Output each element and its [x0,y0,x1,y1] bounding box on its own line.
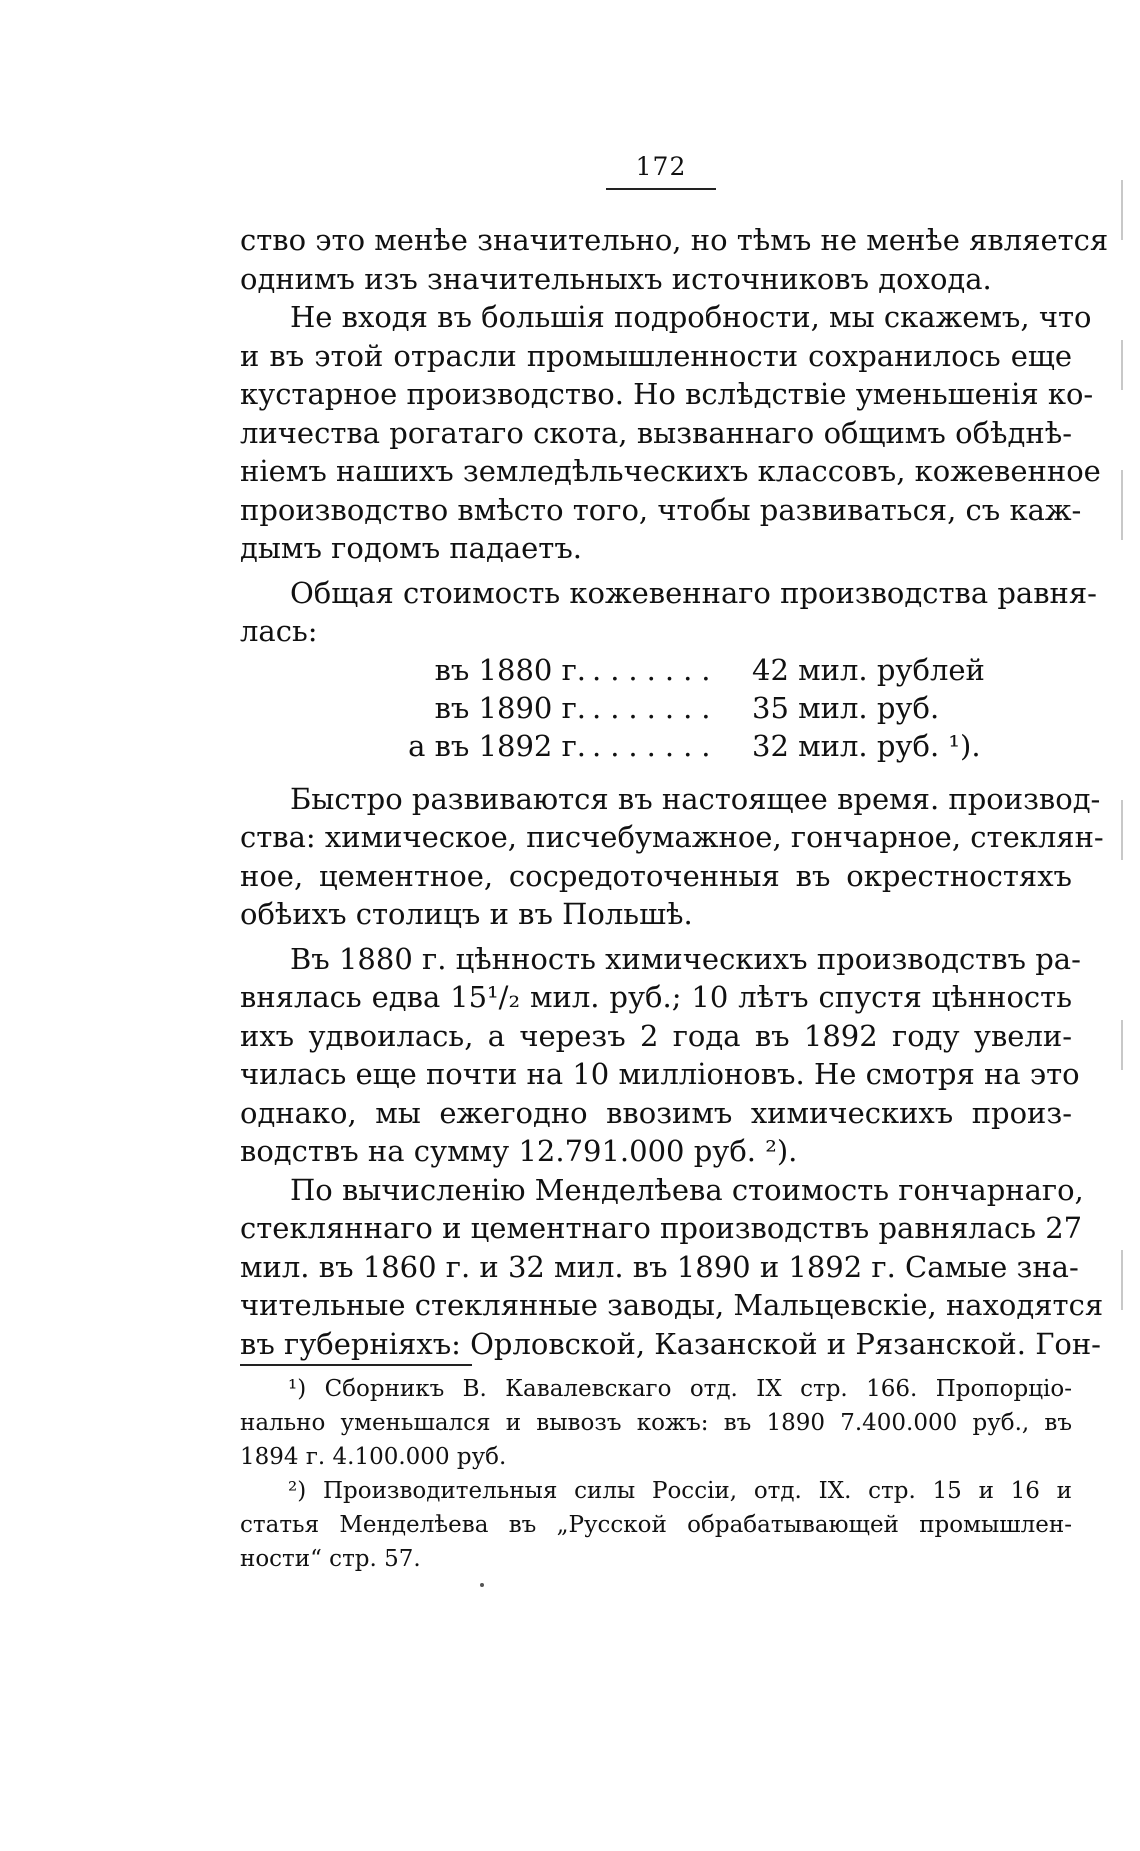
footnote-2 [240,1474,1072,1576]
scan-edge-mark [1121,180,1123,240]
text-line: производство вмѣсто того, чтобы развиваться, съ каж- [240,492,1082,527]
text-line: ихъ удвоилась, а черезъ 2 года въ 1892 году увели- [240,1018,1072,1053]
text-line: ство это менѣе значительно, но тѣмъ не менѣе является [240,223,1109,257]
scan-edge-mark [1121,340,1123,390]
text-line: чительные стеклянные заводы, Мальцевскіе, находятся [240,1288,1104,1322]
text-line: дымъ годомъ падаетъ. [240,531,582,565]
cost-table [240,651,1072,765]
text-line: Въ 1880 г. цѣнность химическихъ производствъ ра- [290,941,1081,976]
cost-value: 32 мил. руб. ¹). [752,728,981,763]
paragraph-3 [240,574,1097,651]
text-line: однако, мы ежегодно ввозимъ химическихъ произ- [240,1095,1072,1130]
text-line: однимъ изъ значительныхъ источниковъ дохода. [240,261,992,296]
text-line: ства: химическое, писчебумажное, гончарное, стеклян- [240,820,1104,854]
footnote-1 [240,1372,1072,1474]
text-line: лась: [240,614,318,648]
scan-edge-mark [1121,470,1123,540]
footnote-line: 1894 г. 4.100.000 руб. [240,1444,507,1470]
text-line: чилась еще почти на 10 милліоновъ. Не смотря на это [240,1057,1080,1091]
footnote-line: ности“ стр. 57. [240,1546,421,1572]
paragraph-1 [240,221,1109,298]
main-text [240,221,1109,1363]
paragraph-2 [240,298,1101,568]
text-line: По вычисленію Менделѣева стоимость гончарнаго, [290,1172,1084,1207]
cost-year: а въ 1892 г. [408,728,586,763]
text-line: внялась едва 15¹/₂ мил. руб.; 10 лѣтъ спустя цѣнность [240,980,1072,1014]
cost-value: 42 мил. рублей [752,652,985,687]
paragraph-5 [240,940,1081,1171]
cost-value: 35 мил. руб. [752,690,940,725]
page-number-rule [606,188,716,190]
cost-row [240,651,1072,689]
text-line: Быстро развиваются въ настоящее время. производ- [290,781,1101,816]
text-line: въ губерніяхъ: Орловской, Казанской и Рязанской. Гон- [240,1326,1101,1361]
footnote-rule [240,1364,472,1366]
paragraph-4 [240,780,1104,934]
cost-year: въ 1880 г. [434,652,586,687]
cost-row [240,689,1072,727]
leader-dots: ....... [592,690,720,725]
text-line: водствъ на сумму 12.791.000 руб. ²). [240,1134,798,1168]
footnote-line: нально уменьшался и вывозъ кожъ: въ 1890 7.400.000 руб., въ [240,1410,1072,1436]
text-line: Не входя въ большія подробности, мы скажемъ, что [290,300,1092,334]
cost-year: въ 1890 г. [434,690,586,725]
footnote-line: ²) Производительныя силы Россіи, отд. IX. стр. 15 и 16 и [288,1478,1072,1504]
text-line: мил. въ 1860 г. и 32 мил. въ 1890 и 1892 г. Самые зна- [240,1249,1079,1284]
cost-row [240,727,1072,765]
footnote-line: статья Менделѣева въ „Русской обрабатывающей промышлен- [240,1512,1072,1538]
text-line: и въ этой отрасли промышленности сохранилось еще [240,338,1072,373]
text-line: обѣихъ столицъ и въ Польшѣ. [240,897,693,931]
page-number: 172 [635,152,687,181]
scan-dot-mark [480,1583,484,1587]
leader-dots: ....... [592,728,720,763]
text-line: Общая стоимость кожевеннаго производства равня- [290,575,1097,610]
text-line: ніемъ нашихъ земледѣльческихъ классовъ, кожевенное [240,454,1101,488]
text-line: стекляннаго и цементнаго производствъ равнялась 27 [240,1211,1083,1245]
scan-edge-mark [1121,1020,1123,1070]
text-line: личества рогатаго скота, вызваннаго общимъ обѣднѣ- [240,415,1072,450]
footnote-line: ¹) Сборникъ В. Кавалевскаго отд. IX стр. 166. Пропорціо- [288,1376,1072,1402]
leader-dots: ....... [592,652,720,687]
scan-edge-mark [1121,1250,1123,1310]
scan-edge-mark [1121,800,1123,860]
footnotes [240,1372,1072,1576]
paragraph-6 [240,1171,1104,1364]
text-line: ное, цементное, сосредоточенныя въ окрестностяхъ [240,858,1072,893]
text-line: кустарное производство. Но вслѣдствіе уменьшенія ко- [240,377,1094,411]
